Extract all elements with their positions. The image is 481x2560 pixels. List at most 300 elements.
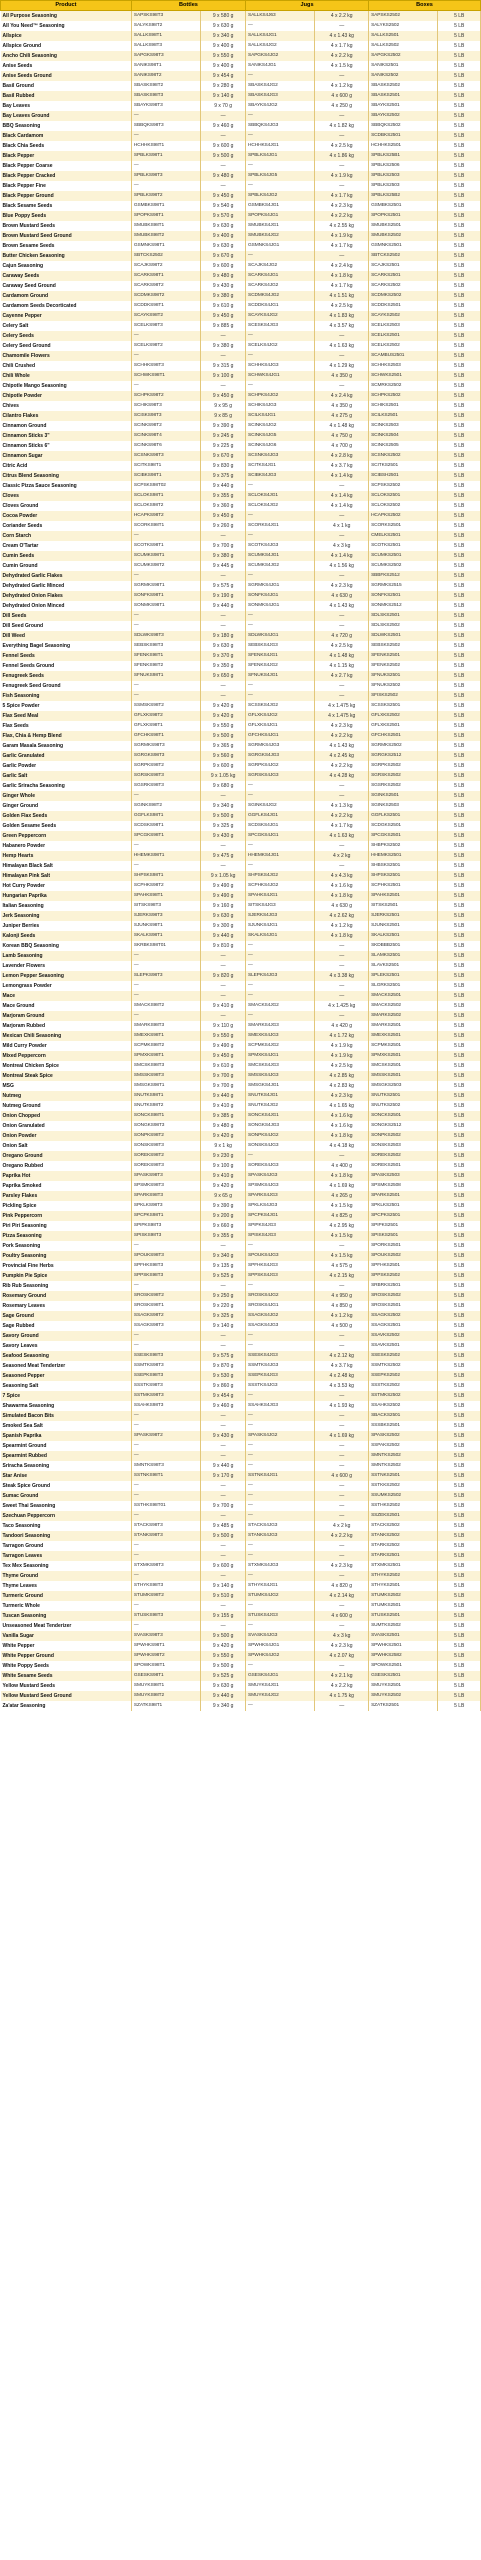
box-size: 5 LB: [438, 501, 481, 511]
table-row: [1, 211, 481, 221]
bottle-size: —: [201, 1011, 246, 1021]
table-row: [1, 961, 481, 971]
jug-size: —: [315, 981, 369, 991]
jug-size: 4 x 2.07 kg: [315, 1651, 369, 1661]
box-sku: SJERKS2501: [369, 911, 438, 921]
table-row: [1, 1661, 481, 1671]
box-size: 5 LB: [438, 1151, 481, 1161]
jug-size: —: [315, 681, 369, 691]
jug-size: —: [315, 1601, 369, 1611]
bottle-sku: SBASKS98T2: [131, 81, 200, 91]
jug-size: 4 x 1.86 kg: [315, 151, 369, 161]
table-row: [1, 1061, 481, 1071]
jug-size: 4 x 250 g: [315, 101, 369, 111]
bottle-sku: SONGKS98T3: [131, 1121, 200, 1131]
box-size: 5 LB: [438, 391, 481, 401]
jug-sku: —: [246, 951, 315, 961]
jug-sku: SJUNKS4JG1: [246, 921, 315, 931]
box-sku: SSAVKS2501: [369, 1341, 438, 1351]
box-sku: SCHPKS2502: [369, 391, 438, 401]
table-row: [1, 1181, 481, 1191]
bottle-sku: SJERKS98T3: [131, 911, 200, 921]
jug-sku: SSSTKS4JG3: [246, 1381, 315, 1391]
box-sku: SONMKS2512: [369, 601, 438, 611]
bottle-sku: SSMTKS98T3: [131, 1361, 200, 1371]
jug-sku: SBASKS4JG2: [246, 81, 315, 91]
bottle-size: —: [201, 991, 246, 1001]
jug-size: 4 x 1.4 kg: [315, 551, 369, 561]
box-size: 5 LB: [438, 1441, 481, 1451]
product-name: Marjoram Rubbed: [1, 1021, 132, 1031]
jug-sku: —: [246, 841, 315, 851]
product-name: Yellow Mustard Seed Ground: [1, 1691, 132, 1701]
jug-size: —: [315, 1501, 369, 1511]
jug-size: —: [315, 1411, 369, 1421]
bottle-size: 9 x 700 g: [201, 1501, 246, 1511]
box-size: 5 LB: [438, 591, 481, 601]
table-row: [1, 871, 481, 881]
box-sku: SGINKS2501: [369, 791, 438, 801]
jug-size: 4 x 820 g: [315, 1581, 369, 1591]
bottle-size: —: [201, 621, 246, 631]
product-name: Bay Leaves Ground: [1, 111, 132, 121]
bottle-sku: SAPSKS98T3: [131, 11, 200, 22]
jug-sku: SMACKS4JG2: [246, 1001, 315, 1011]
box-sku: STHYKS2502: [369, 1571, 438, 1581]
box-size: 5 LB: [438, 321, 481, 331]
bottle-size: —: [201, 1551, 246, 1561]
table-row: [1, 1321, 481, 1331]
bottle-sku: GFCHKS98T1: [131, 731, 200, 741]
jug-sku: —: [246, 941, 315, 951]
bottle-sku: —: [131, 681, 200, 691]
product-name: Cilantro Flakes: [1, 411, 132, 421]
product-name: Garlic Salt: [1, 771, 132, 781]
jug-size: —: [315, 1281, 369, 1291]
box-size: 5 LB: [438, 51, 481, 61]
bottle-sku: SCHHKS98T3: [131, 361, 200, 371]
jug-sku: SCHIKS4JG3: [246, 401, 315, 411]
bottle-size: 9 x 65 g: [201, 1191, 246, 1201]
jug-size: 4 x 2.15 kg: [315, 1271, 369, 1281]
jug-sku: —: [246, 1501, 315, 1511]
jug-size: —: [315, 381, 369, 391]
box-sku: SALYKS2502: [369, 21, 438, 31]
bottle-size: 9 x 420 g: [201, 711, 246, 721]
bottle-size: 9 x 530 g: [201, 1371, 246, 1381]
product-name: Tarragon Leaves: [1, 1551, 132, 1561]
bottle-sku: SBAYKS98T3: [131, 101, 200, 111]
jug-size: 4 x 600 g: [315, 1611, 369, 1621]
bottle-sku: SSTMKS98T3: [131, 1391, 200, 1401]
bottle-size: 9 x 870 g: [201, 1361, 246, 1371]
product-name: Parsley Flakes: [1, 1191, 132, 1201]
table-row: [1, 201, 481, 211]
bottle-sku: SCHWKS98T1: [131, 371, 200, 381]
jug-size: 4 x 1.5 kg: [315, 61, 369, 71]
product-name: Cinnamon Sticks 6": [1, 441, 132, 451]
bottle-sku: SZATKS98T1: [131, 1701, 200, 1711]
product-name: Basil Rubbed: [1, 91, 132, 101]
jug-sku: —: [246, 1621, 315, 1631]
product-name: Nutmeg Ground: [1, 1101, 132, 1111]
box-sku: SONCKS2501: [369, 1111, 438, 1121]
jug-size: 4 x 4.3 kg: [315, 871, 369, 881]
bottle-size: 9 x 155 g: [201, 1611, 246, 1621]
jug-size: —: [315, 1451, 369, 1461]
jug-size: —: [315, 111, 369, 121]
box-size: 5 LB: [438, 471, 481, 481]
jug-sku: —: [246, 1571, 315, 1581]
bottle-sku: SSEPKS98T3: [131, 1371, 200, 1381]
jug-sku: —: [246, 1241, 315, 1251]
box-size: 5 LB: [438, 101, 481, 111]
bottle-sku: SROSKS98T2: [131, 1291, 200, 1301]
table-row: [1, 51, 481, 61]
box-sku: SSPAKS2502: [369, 1441, 438, 1451]
table-row: [1, 221, 481, 231]
table-row: [1, 1071, 481, 1081]
product-name: Celery Seeds: [1, 331, 132, 341]
box-sku: SGRPKS2502: [369, 761, 438, 771]
jug-size: —: [315, 1571, 369, 1581]
box-size: 5 LB: [438, 791, 481, 801]
box-sku: HHEMKS2501: [369, 851, 438, 861]
table-row: [1, 951, 481, 961]
box-sku: SCHIKS2501: [369, 401, 438, 411]
table-row: [1, 1601, 481, 1611]
box-sku: SPCGKS2501: [369, 831, 438, 841]
jug-sku: SMUBKS4JG2: [246, 231, 315, 241]
bottle-size: 9 x 400 g: [201, 41, 246, 51]
header-bottles: Bottles: [131, 1, 245, 11]
bottle-sku: SCAJKS98T2: [131, 261, 200, 271]
table-row: [1, 641, 481, 651]
jug-size: —: [315, 531, 369, 541]
box-size: 5 LB: [438, 1611, 481, 1621]
box-size: 5 LB: [438, 21, 481, 31]
box-sku: SHBPKS2502: [369, 841, 438, 851]
product-name: Italian Seasoning: [1, 901, 132, 911]
bottle-sku: SPBLKS98T1: [131, 151, 200, 161]
box-sku: SCUMKS2501: [369, 551, 438, 561]
jug-size: 4 x 350 g: [315, 371, 369, 381]
box-sku: SNUTKS2501: [369, 1091, 438, 1101]
bottle-size: 9 x 70 g: [201, 101, 246, 111]
product-name: Classic Pizza Sauce Seasoning: [1, 481, 132, 491]
product-name: Blue Poppy Seeds: [1, 211, 132, 221]
product-name: Habanero Powder: [1, 841, 132, 851]
box-size: 5 LB: [438, 1221, 481, 1231]
bottle-size: 9 x 630 g: [201, 641, 246, 651]
box-size: 5 LB: [438, 151, 481, 161]
table-row: [1, 11, 481, 22]
jug-size: 4 x 1.8 kg: [315, 1131, 369, 1141]
jug-size: 4 x 1.2 kg: [315, 1311, 369, 1321]
box-size: 5 LB: [438, 551, 481, 561]
box-sku: SZATKS2501: [369, 1701, 438, 1711]
jug-sku: SKALKS4JG1: [246, 931, 315, 941]
bottle-size: 9 x 85 g: [201, 411, 246, 421]
jug-sku: SPOUKS4JG3: [246, 1251, 315, 1261]
jug-sku: SPIPKS4JG3: [246, 1221, 315, 1231]
table-row: [1, 551, 481, 561]
box-size: 5 LB: [438, 31, 481, 41]
jug-sku: —: [246, 1601, 315, 1611]
jug-size: —: [315, 481, 369, 491]
bottle-sku: SCORKS98T1: [131, 521, 200, 531]
box-sku: SCSSKS2501: [369, 701, 438, 711]
box-sku: SLGRKS2501: [369, 981, 438, 991]
jug-sku: —: [246, 861, 315, 871]
table-row: [1, 571, 481, 581]
product-name: Celery Seed Ground: [1, 341, 132, 351]
jug-size: 4 x 1.43 kg: [315, 31, 369, 41]
box-sku: STUMKS2501: [369, 1601, 438, 1611]
jug-sku: SGRPKS4JG2: [246, 761, 315, 771]
bottle-size: —: [201, 1621, 246, 1631]
bottle-size: 9 x 220 g: [201, 1301, 246, 1311]
bottle-sku: —: [131, 1331, 200, 1341]
bottle-size: 9 x 380 g: [201, 551, 246, 561]
bottle-size: 9 x 500 g: [201, 1531, 246, 1541]
jug-sku: SANIKS4JG1: [246, 61, 315, 71]
jug-size: 4 x 2.3 kg: [315, 201, 369, 211]
bottle-size: 9 x 500 g: [201, 731, 246, 741]
bottle-sku: SONSKS98T3: [131, 1141, 200, 1151]
bottle-size: 9 x 670 g: [201, 451, 246, 461]
bottle-sku: —: [131, 1011, 200, 1021]
box-sku: SONPKS2502: [369, 1131, 438, 1141]
box-sku: SALLKS2502: [369, 41, 438, 51]
bottle-size: —: [201, 1601, 246, 1611]
bottle-size: 9 x 340 g: [201, 801, 246, 811]
table-row: [1, 601, 481, 611]
jug-size: 4 x 2.48 kg: [315, 1371, 369, 1381]
product-name: Steak Spice Ground: [1, 1481, 132, 1491]
jug-size: 4 x 2.3 kg: [315, 721, 369, 731]
jug-size: —: [315, 1511, 369, 1521]
box-sku: SCINKS2503: [369, 421, 438, 431]
box-size: 5 LB: [438, 901, 481, 911]
bottle-size: —: [201, 1421, 246, 1431]
bottle-size: 9 x 420 g: [201, 1131, 246, 1141]
bottle-sku: HHEMKS98T1: [131, 851, 200, 861]
box-sku: SJUNKS2501: [369, 921, 438, 931]
bottle-size: 9 x 510 g: [201, 1591, 246, 1601]
box-sku: SANIKS2501: [369, 61, 438, 71]
bottle-sku: SALLKS98T3: [131, 41, 200, 51]
jug-sku: SSTNKS4JG1: [246, 1471, 315, 1481]
box-size: 5 LB: [438, 881, 481, 891]
jug-sku: SPBLKS4JG5: [246, 171, 315, 181]
product-name: Mixed Peppercorn: [1, 1051, 132, 1061]
box-sku: SMNTKS2502: [369, 1451, 438, 1461]
box-size: 5 LB: [438, 211, 481, 221]
bottle-size: 9 x 525 g: [201, 1271, 246, 1281]
jug-sku: SMSGKS4JG1: [246, 1081, 315, 1091]
jug-size: —: [315, 1621, 369, 1631]
table-row: [1, 1171, 481, 1181]
table-row: [1, 521, 481, 531]
bottle-sku: —: [131, 611, 200, 621]
box-size: 5 LB: [438, 1321, 481, 1331]
jug-size: 4 x 2.2 kg: [315, 731, 369, 741]
box-size: 5 LB: [438, 261, 481, 271]
box-sku: SBBFKS2512: [369, 571, 438, 581]
table-row: [1, 701, 481, 711]
table-row: [1, 581, 481, 591]
bottle-size: 9 x 325 g: [201, 1311, 246, 1321]
box-size: 5 LB: [438, 1241, 481, 1251]
jug-sku: SMSSKS4JG3: [246, 1071, 315, 1081]
bottle-size: —: [201, 381, 246, 391]
jug-sku: SFNUKS4JG1: [246, 671, 315, 681]
box-size: 5 LB: [438, 441, 481, 451]
product-name: Za'atar Seasoning: [1, 1701, 132, 1711]
bottle-sku: SANIKS98T2: [131, 71, 200, 81]
product-name: Shawarma Seasoning: [1, 1401, 132, 1411]
box-sku: SPIPKS2501: [369, 1221, 438, 1231]
box-sku: SBASKS2501: [369, 91, 438, 101]
jug-size: 4 x 1.8 kg: [315, 891, 369, 901]
table-row: [1, 1211, 481, 1221]
jug-size: 4 x 265 g: [315, 1191, 369, 1201]
bottle-size: 9 x 430 g: [201, 831, 246, 841]
jug-size: —: [315, 1391, 369, 1401]
bottle-size: 9 x 355 g: [201, 1231, 246, 1241]
box-sku: SPAHKS2501: [369, 891, 438, 901]
table-row: [1, 1471, 481, 1481]
bottle-sku: —: [131, 1341, 200, 1351]
product-name: Allspice: [1, 31, 132, 41]
bottle-sku: SFNUKS98T1: [131, 671, 200, 681]
jug-sku: GFLXKS4JG2: [246, 711, 315, 721]
jug-size: —: [315, 691, 369, 701]
box-sku: STARKS2501: [369, 1551, 438, 1561]
box-size: 5 LB: [438, 251, 481, 261]
jug-sku: GFCHKS4JG1: [246, 731, 315, 741]
jug-size: 4 x 1.72 kg: [315, 1031, 369, 1041]
box-size: 5 LB: [438, 371, 481, 381]
jug-size: 4 x 1.6 kg: [315, 881, 369, 891]
bottle-size: —: [201, 691, 246, 701]
bottle-sku: —: [131, 1601, 200, 1611]
jug-sku: SSEPKS4JG3: [246, 1371, 315, 1381]
bottle-size: —: [201, 961, 246, 971]
bottle-size: —: [201, 791, 246, 801]
jug-size: 4 x 1.48 kg: [315, 421, 369, 431]
jug-sku: HCHHKS4JG1: [246, 141, 315, 151]
jug-sku: SPBLKS4JG2: [246, 191, 315, 201]
jug-sku: —: [246, 251, 315, 261]
box-size: 5 LB: [438, 1631, 481, 1641]
jug-size: 4 x 2.3 kg: [315, 581, 369, 591]
table-row: [1, 1481, 481, 1491]
jug-sku: SCHPKS4JG2: [246, 391, 315, 401]
table-row: [1, 1201, 481, 1211]
product-name: 7 Spice: [1, 1391, 132, 1401]
bottle-sku: SPBLKS98T2: [131, 191, 200, 201]
jug-size: 4 x 825 g: [315, 1211, 369, 1221]
bottle-size: 9 x 375 g: [201, 471, 246, 481]
box-sku: SEBSKS2502: [369, 641, 438, 651]
table-row: [1, 1451, 481, 1461]
box-sku: SCDMKS2502: [369, 291, 438, 301]
product-name: Simulated Bacon Bits: [1, 1411, 132, 1421]
jug-sku: SEBSKS4JG3: [246, 641, 315, 651]
box-sku: SPOWKS2501: [369, 1661, 438, 1671]
bottle-sku: SSAGKS98T2: [131, 1311, 200, 1321]
jug-size: 4 x 1.4 kg: [315, 491, 369, 501]
jug-size: 4 x 1.8 kg: [315, 1171, 369, 1181]
bottle-size: 9 x 140 g: [201, 91, 246, 101]
table-row: [1, 1261, 481, 1271]
box-size: 5 LB: [438, 811, 481, 821]
box-size: 5 LB: [438, 1131, 481, 1141]
bottle-size: 9 x 454 g: [201, 71, 246, 81]
product-name: Caraway Seed Ground: [1, 281, 132, 291]
product-name: Anise Seeds Ground: [1, 71, 132, 81]
bottle-sku: —: [131, 131, 200, 141]
product-name: Golden Flax Seeds: [1, 811, 132, 821]
jug-sku: —: [246, 1011, 315, 1021]
box-size: 5 LB: [438, 1331, 481, 1341]
product-name: 5 Spice Powder: [1, 701, 132, 711]
jug-sku: SBBQKS4JG3: [246, 121, 315, 131]
box-size: 5 LB: [438, 361, 481, 371]
bottle-size: 9 x 660 g: [201, 1221, 246, 1231]
box-size: 5 LB: [438, 1121, 481, 1131]
jug-size: —: [315, 1491, 369, 1501]
box-sku: SCORKS2501: [369, 521, 438, 531]
jug-size: 4 x 1.51 kg: [315, 291, 369, 301]
table-row: [1, 931, 481, 941]
bottle-size: 9 x 440 g: [201, 1461, 246, 1471]
box-sku: SFISKS2502: [369, 691, 438, 701]
box-size: 5 LB: [438, 171, 481, 181]
jug-size: 4 x 1.5 kg: [315, 1231, 369, 1241]
table-row: [1, 621, 481, 631]
box-sku: SMSGKS2503: [369, 1081, 438, 1091]
jug-sku: —: [246, 1411, 315, 1421]
box-size: 5 LB: [438, 1211, 481, 1221]
bottle-size: 9 x 570 g: [201, 211, 246, 221]
box-size: 5 LB: [438, 1381, 481, 1391]
jug-sku: SPBLKS4JG1: [246, 151, 315, 161]
product-name: Turmeric Ground: [1, 1591, 132, 1601]
bottle-sku: SGSRKS98T3: [131, 781, 200, 791]
bottle-size: —: [201, 1541, 246, 1551]
product-name: Pork Seasoning: [1, 1241, 132, 1251]
box-sku: SGRGKS2512: [369, 751, 438, 761]
bottle-size: 9 x 440 g: [201, 1091, 246, 1101]
bottle-sku: SPCPKS98T1: [131, 1211, 200, 1221]
bottle-sku: SSAHKS98T3: [131, 1401, 200, 1411]
table-row: [1, 421, 481, 431]
product-name: Smoked Sea Salt: [1, 1421, 132, 1431]
product-name: Cocoa Powder: [1, 511, 132, 521]
box-size: 5 LB: [438, 1231, 481, 1241]
jug-size: 4 x 1.5 kg: [315, 1251, 369, 1261]
product-name: Anise Seeds: [1, 61, 132, 71]
jug-sku: SMUYKS4JG1: [246, 1681, 315, 1691]
table-row: [1, 1381, 481, 1391]
bottle-sku: SCISKS98T3: [131, 411, 200, 421]
box-sku: SBBQKS2502: [369, 121, 438, 131]
jug-sku: —: [246, 681, 315, 691]
box-size: 5 LB: [438, 1471, 481, 1481]
